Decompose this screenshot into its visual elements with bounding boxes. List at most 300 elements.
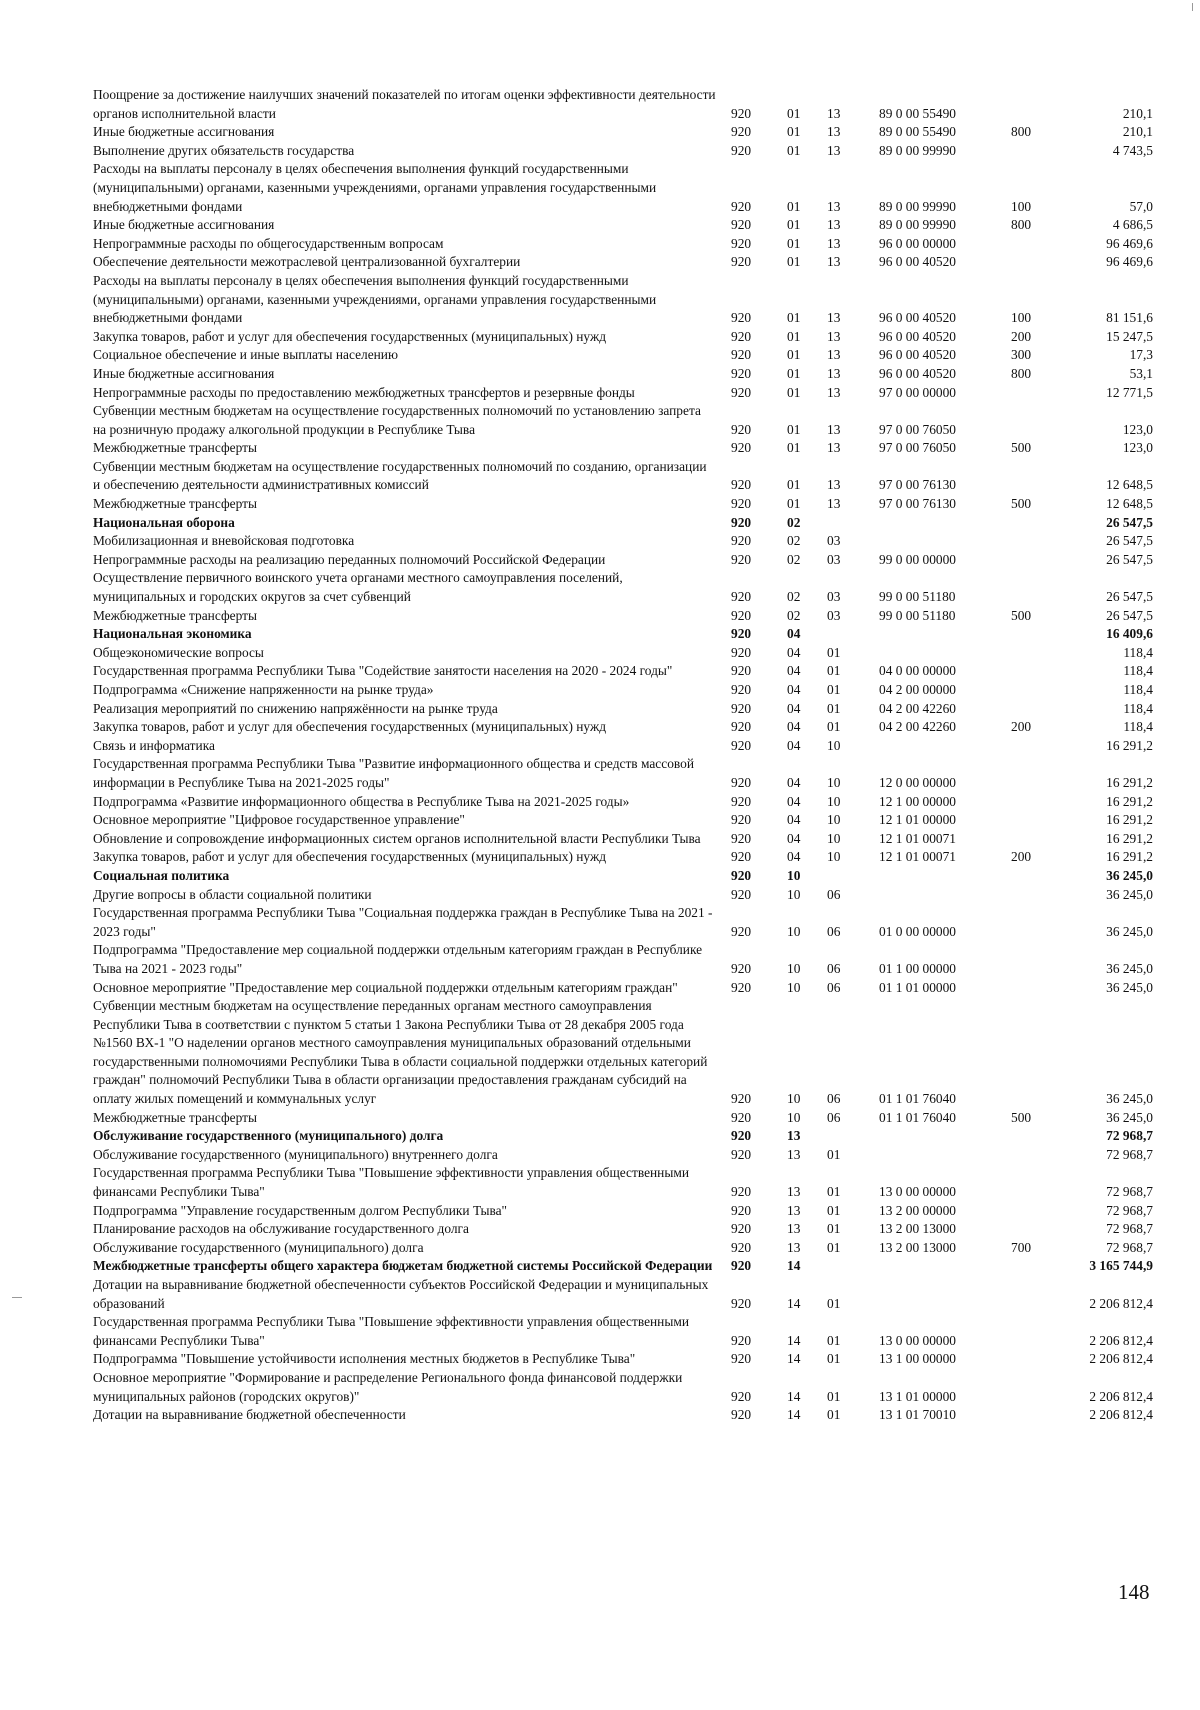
- subsection-code: 06: [827, 979, 841, 995]
- item-name: Подпрограмма "Повышение устойчивости исполнения местных бюджетов в Республике Тыва": [93, 1351, 636, 1367]
- ministry-code: 920: [731, 477, 752, 493]
- amount: 72 968,7: [1106, 1239, 1153, 1255]
- amount: 3 165 744,9: [1089, 1258, 1153, 1274]
- ministry-code: 920: [731, 124, 752, 140]
- ministry-code: 920: [731, 1295, 752, 1311]
- expense-type-code: [999, 997, 1057, 1109]
- target-item-code: 01 1 00 00000: [879, 960, 956, 976]
- expense-type-code: 100: [1011, 198, 1032, 214]
- subsection-code: 01: [827, 700, 841, 716]
- ministry-code: 920: [731, 1109, 752, 1125]
- expense-type-code: [999, 941, 1057, 978]
- section-code: 14: [787, 1258, 801, 1274]
- expense-type-code: 500: [1011, 496, 1032, 512]
- subsection-code: 13: [827, 477, 841, 493]
- item-name: Закупка товаров, работ и услуг для обеспечения государственных (муниципальных) нужд: [93, 328, 607, 344]
- item-name: Обновление и сопровождение информационных систем органов исполнительной власти Республики Тыва: [93, 830, 701, 846]
- item-name: Субвенции местным бюджетам на осуществление государственных полномочий по созданию, организации и обеспечению деятельности административных комиссий: [93, 458, 707, 493]
- item-name: Подпрограмма «Снижение напряженности на рынке труда»: [93, 682, 434, 697]
- expense-type-code: [999, 979, 1057, 998]
- subsection-code: 01: [827, 1239, 841, 1255]
- target-item-code: 13 0 00 00000: [879, 1184, 956, 1200]
- subsection-code: 13: [827, 217, 841, 233]
- ministry-code: 920: [731, 1184, 752, 1200]
- amount: 118,4: [1123, 644, 1153, 660]
- target-item-code: [875, 514, 999, 533]
- subsection-code: 10: [827, 737, 841, 753]
- subsection-code: 01: [827, 1221, 841, 1237]
- ministry-code: 920: [731, 1128, 752, 1144]
- item-name: Национальная оборона: [93, 514, 235, 530]
- subsection-code: 13: [827, 421, 841, 437]
- ministry-code: 920: [731, 682, 752, 697]
- ministry-code: 920: [731, 254, 752, 270]
- table-row: [93, 495, 1155, 514]
- table-row: [93, 439, 1155, 458]
- target-item-code: [875, 625, 999, 644]
- expense-type-code: [999, 532, 1057, 551]
- table-row: [93, 607, 1155, 626]
- expense-type-code: 200: [1011, 849, 1032, 865]
- target-item-code: [875, 867, 999, 886]
- item-name: Реализация мероприятий по снижению напряжённости на рынке труда: [93, 700, 498, 716]
- ministry-code: 920: [731, 700, 752, 716]
- amount: 12 771,5: [1106, 384, 1153, 400]
- table-row: [93, 848, 1155, 867]
- table-row: [93, 1109, 1155, 1128]
- scan-mark: [12, 1297, 22, 1298]
- amount: 16 409,6: [1106, 626, 1153, 642]
- item-name: Государственная программа Республики Тыва "Развитие информационного общества и средств массовой информации в Республике Тыва на 2021-2025 годы": [93, 756, 694, 790]
- amount: 36 245,0: [1106, 979, 1153, 995]
- expense-type-code: [999, 384, 1057, 403]
- amount: 2 206 812,4: [1089, 1295, 1153, 1311]
- target-item-code: 01 1 01 76040: [879, 1091, 956, 1107]
- subsection-code: 01: [827, 1146, 841, 1162]
- target-item-code: 01 1 01 76040: [879, 1109, 956, 1125]
- section-code: 14: [787, 1332, 801, 1348]
- ministry-code: 920: [731, 849, 752, 865]
- table-row: [93, 365, 1155, 384]
- item-name: Непрограммные расходы по предоставлению межбюджетных трансфертов и резервные фонды: [93, 384, 635, 400]
- expense-type-code: 700: [1011, 1239, 1032, 1255]
- item-name: Непрограммные расходы на реализацию переданных полномочий Российской Федерации: [93, 551, 606, 567]
- ministry-code: 920: [731, 589, 752, 605]
- target-item-code: [875, 886, 999, 905]
- amount: 118,4: [1123, 700, 1153, 716]
- table-row: [93, 458, 1155, 495]
- target-item-code: [875, 737, 999, 756]
- amount: 4 743,5: [1112, 142, 1153, 158]
- section-code: 01: [787, 496, 801, 512]
- section-code: 13: [787, 1202, 801, 1218]
- target-item-code: 89 0 00 55490: [879, 124, 956, 140]
- item-name: Подпрограмма "Предоставление мер социальной поддержки отдельным категориям граждан в Республике Тыва на 2021 - 2023 годы": [93, 942, 703, 976]
- target-item-code: 97 0 00 76130: [879, 496, 956, 512]
- table-row: [93, 328, 1155, 347]
- table-row: [93, 979, 1155, 998]
- expense-type-code: [999, 1350, 1057, 1369]
- subsection-code: 03: [827, 551, 841, 567]
- subsection-code: [815, 1257, 875, 1276]
- expense-type-code: [999, 253, 1057, 272]
- amount: 36 245,0: [1106, 867, 1153, 883]
- section-code: 01: [787, 421, 801, 437]
- section-code: 01: [787, 198, 801, 214]
- amount: 96 469,6: [1106, 254, 1153, 270]
- table-row: [93, 1202, 1155, 1221]
- ministry-code: 920: [731, 1332, 752, 1348]
- section-code: 13: [787, 1128, 801, 1144]
- ministry-code: 920: [731, 663, 752, 679]
- table-row: [93, 569, 1155, 606]
- item-name: Общеэкономические вопросы: [93, 644, 264, 660]
- expense-type-code: [999, 700, 1057, 719]
- table-row: [93, 402, 1155, 439]
- section-code: 01: [787, 328, 801, 344]
- ministry-code: 920: [731, 1388, 752, 1404]
- section-code: 01: [787, 310, 801, 326]
- table-row: [93, 346, 1155, 365]
- subsection-code: 13: [827, 310, 841, 326]
- ministry-code: 920: [731, 923, 752, 939]
- subsection-code: 01: [827, 1295, 841, 1311]
- ministry-code: 920: [731, 867, 752, 883]
- subsection-code: 13: [827, 254, 841, 270]
- item-name: Социальная политика: [93, 867, 230, 883]
- amount: 72 968,7: [1106, 1184, 1153, 1200]
- ministry-code: 920: [731, 142, 752, 158]
- target-item-code: 13 1 00 00000: [879, 1351, 956, 1367]
- ministry-code: 920: [731, 644, 752, 660]
- item-name: Планирование расходов на обслуживание государственного долга: [93, 1221, 469, 1237]
- target-item-code: 04 2 00 00000: [879, 682, 956, 697]
- item-name: Государственная программа Республики Тыва "Содействие занятости населения на 2020 - 2024 годы": [93, 663, 673, 679]
- subsection-code: 01: [827, 1332, 841, 1348]
- ministry-code: 920: [731, 886, 752, 902]
- amount: 36 245,0: [1106, 1109, 1153, 1125]
- target-item-code: 01 0 00 00000: [879, 923, 956, 939]
- target-item-code: 12 1 00 00000: [879, 793, 956, 809]
- subsection-code: 13: [827, 384, 841, 400]
- amount: 16 291,2: [1106, 774, 1153, 790]
- ministry-code: 920: [731, 328, 752, 344]
- target-item-code: 12 1 01 00071: [879, 830, 956, 846]
- amount: 123,0: [1122, 440, 1153, 456]
- amount: 26 547,5: [1106, 514, 1153, 530]
- subsection-code: 13: [827, 124, 841, 140]
- section-code: 14: [787, 1351, 801, 1367]
- table-row: [93, 830, 1155, 849]
- target-item-code: 89 0 00 55490: [879, 105, 956, 121]
- section-code: 04: [787, 700, 801, 716]
- item-name: Поощрение за достижение наилучших значений показателей по итогам оценки эффективности деятельности органов исполнительной власти: [93, 87, 716, 121]
- table-row: [93, 1350, 1155, 1369]
- section-code: 01: [787, 365, 801, 381]
- amount: 81 151,6: [1106, 310, 1153, 326]
- section-code: 10: [787, 867, 801, 883]
- subsection-code: 06: [827, 1109, 841, 1125]
- budget-table: [93, 86, 1155, 1425]
- item-name: Иные бюджетные ассигнования: [93, 365, 275, 381]
- section-code: 02: [787, 607, 801, 623]
- item-name: Основное мероприятие "Формирование и распределение Регионального фонда финансовой поддержки муниципальных районов (городских округов)": [93, 1369, 683, 1404]
- item-name: Обеспечение деятельности межотраслевой централизованной бухгалтерии: [93, 254, 521, 270]
- amount: 72 968,7: [1106, 1146, 1153, 1162]
- item-name: Межбюджетные трансферты: [93, 1109, 257, 1125]
- ministry-code: 920: [731, 1407, 752, 1423]
- ministry-code: 920: [731, 960, 752, 976]
- expense-type-code: [999, 886, 1057, 905]
- target-item-code: 89 0 00 99990: [879, 217, 956, 233]
- subsection-code: 01: [827, 1351, 841, 1367]
- target-item-code: 96 0 00 40520: [879, 365, 956, 381]
- ministry-code: 920: [731, 626, 752, 642]
- item-name: Межбюджетные трансферты: [93, 607, 257, 623]
- table-row: [93, 1276, 1155, 1313]
- ministry-code: 920: [731, 421, 752, 437]
- item-name: Межбюджетные трансферты общего характера бюджетам бюджетной системы Российской Федерации: [93, 1258, 713, 1274]
- target-item-code: 96 0 00 40520: [879, 254, 956, 270]
- subsection-code: [815, 867, 875, 886]
- section-code: 10: [787, 1109, 801, 1125]
- expense-type-code: [999, 1220, 1057, 1239]
- section-code: 13: [787, 1239, 801, 1255]
- section-code: 04: [787, 682, 801, 697]
- target-item-code: [875, 532, 999, 551]
- amount: 36 245,0: [1106, 923, 1153, 939]
- target-item-code: [875, 1276, 999, 1313]
- amount: 26 547,5: [1106, 589, 1153, 605]
- subsection-code: 10: [827, 793, 841, 809]
- section-code: 14: [787, 1407, 801, 1423]
- amount: 2 206 812,4: [1089, 1407, 1153, 1423]
- table-row: [93, 1257, 1155, 1276]
- item-name: Расходы на выплаты персоналу в целях обеспечения выполнения функций государственными (муниципальными) органами, казенными учреждениями, органами управления государственными внебюджетными фондами: [93, 161, 657, 214]
- subsection-code: 13: [827, 235, 841, 251]
- section-code: 04: [787, 793, 801, 809]
- table-row: [93, 1127, 1155, 1146]
- table-row: [93, 253, 1155, 272]
- item-name: Связь и информатика: [93, 737, 215, 753]
- subsection-code: 01: [827, 644, 841, 660]
- amount: 210,1: [1122, 124, 1153, 140]
- amount: 123,0: [1122, 421, 1153, 437]
- section-code: 13: [787, 1184, 801, 1200]
- subsection-code: [815, 514, 875, 533]
- amount: 57,0: [1129, 198, 1153, 214]
- item-name: Подпрограмма «Развитие информационного общества в Республике Тыва на 2021-2025 годы»: [93, 793, 630, 809]
- expense-type-code: 200: [1011, 719, 1032, 735]
- item-name: Закупка товаров, работ и услуг для обеспечения государственных (муниципальных) нужд: [93, 719, 607, 735]
- subsection-code: 01: [827, 719, 841, 735]
- subsection-code: 13: [827, 105, 841, 121]
- target-item-code: 13 0 00 00000: [879, 1332, 956, 1348]
- expense-type-code: 500: [1011, 440, 1032, 456]
- subsection-code: 13: [827, 440, 841, 456]
- amount: 2 206 812,4: [1089, 1388, 1153, 1404]
- target-item-code: 04 2 00 42260: [879, 700, 956, 716]
- item-name: Субвенции местным бюджетам на осуществление государственных полномочий по установлению запрета на розничную продажу алкогольной продукции в Республике Тыва: [93, 403, 701, 437]
- target-item-code: 97 0 00 76050: [879, 421, 956, 437]
- table-row: [93, 1406, 1155, 1425]
- item-name: Обслуживание государственного (муниципального) внутреннего долга: [93, 1146, 498, 1162]
- ministry-code: 920: [731, 384, 752, 400]
- target-item-code: [875, 644, 999, 663]
- ministry-code: 920: [731, 1239, 752, 1255]
- item-name: Расходы на выплаты персоналу в целях обеспечения выполнения функций государственными (муниципальными) органами, казенными учреждениями, органами управления государственными внебюджетными фондами: [93, 272, 657, 326]
- target-item-code: 96 0 00 40520: [879, 310, 956, 326]
- ministry-code: 920: [731, 310, 752, 326]
- section-code: 01: [787, 235, 801, 251]
- expense-type-code: [999, 681, 1057, 700]
- table-row: [93, 700, 1155, 719]
- subsection-code: 03: [827, 607, 841, 623]
- ministry-code: 920: [731, 1091, 752, 1107]
- section-code: 10: [787, 979, 801, 995]
- section-code: 04: [787, 737, 801, 753]
- table-row: [93, 384, 1155, 403]
- table-row: [93, 793, 1155, 812]
- table-row: [93, 811, 1155, 830]
- subsection-code: 01: [827, 1407, 841, 1423]
- item-name: Основное мероприятие "Предоставление мер социальной поддержки отдельным категориям граждан": [93, 979, 678, 995]
- amount: 2 206 812,4: [1089, 1351, 1153, 1367]
- section-code: 01: [787, 440, 801, 456]
- expense-type-code: [999, 235, 1057, 254]
- target-item-code: 96 0 00 00000: [879, 235, 956, 251]
- table-row: [93, 904, 1155, 941]
- expense-type-code: [999, 904, 1057, 941]
- target-item-code: 96 0 00 40520: [879, 328, 956, 344]
- table-body: [93, 86, 1155, 1425]
- target-item-code: 12 0 00 00000: [879, 774, 956, 790]
- expense-type-code: [999, 1276, 1057, 1313]
- item-name: Межбюджетные трансферты: [93, 496, 257, 512]
- amount: 2 206 812,4: [1089, 1332, 1153, 1348]
- table-row: [93, 235, 1155, 254]
- target-item-code: [875, 1127, 999, 1146]
- section-code: 04: [787, 626, 801, 642]
- section-code: 04: [787, 774, 801, 790]
- target-item-code: 13 2 00 13000: [879, 1221, 956, 1237]
- item-name: Субвенции местным бюджетам на осуществление переданных органам местного самоуправления Республики Тыва в соответствии с пунктом 5 статьи 1 Закона Республики Тыва от 28 декабря 2005 года №1560 ВХ-1 "О наделении органов местного самоуправления муниципальных образований отдельными государственными полномочиями Республики Тыва в области социальной поддержки отдельных категорий граждан" полномочий Республики Тыва в области организации предоставления гражданам субсидий на оплату жилых помещений и коммунальных услуг: [93, 998, 708, 1107]
- expense-type-code: [999, 86, 1057, 123]
- amount: 16 291,2: [1106, 849, 1153, 865]
- table-row: [93, 123, 1155, 142]
- expense-type-code: [999, 1369, 1057, 1406]
- item-name: Государственная программа Республики Тыва "Повышение эффективности управления общественными финансами Республики Тыва": [93, 1314, 689, 1348]
- ministry-code: 920: [731, 105, 752, 121]
- section-code: 04: [787, 830, 801, 846]
- table-row: [93, 514, 1155, 533]
- ministry-code: 920: [731, 774, 752, 790]
- subsection-code: 01: [827, 663, 841, 679]
- item-name: Иные бюджетные ассигнования: [93, 217, 275, 233]
- expense-type-code: [999, 737, 1057, 756]
- amount: 36 245,0: [1106, 886, 1153, 902]
- ministry-code: 920: [731, 1146, 752, 1162]
- table-row: [93, 737, 1155, 756]
- amount: 16 291,2: [1106, 737, 1153, 753]
- item-name: Другие вопросы в области социальной политики: [93, 886, 372, 902]
- subsection-code: 06: [827, 886, 841, 902]
- subsection-code: 13: [827, 347, 841, 363]
- amount: 118,4: [1123, 663, 1153, 679]
- subsection-code: 10: [827, 812, 841, 828]
- section-code: 10: [787, 923, 801, 939]
- amount: 210,1: [1122, 105, 1153, 121]
- table-row: [93, 216, 1155, 235]
- subsection-code: 13: [827, 496, 841, 512]
- expense-type-code: [999, 867, 1057, 886]
- ministry-code: 920: [731, 551, 752, 567]
- ministry-code: 920: [731, 347, 752, 363]
- expense-type-code: 200: [1011, 328, 1032, 344]
- amount: 118,4: [1123, 682, 1153, 697]
- subsection-code: 10: [827, 774, 841, 790]
- amount: 16 291,2: [1106, 793, 1153, 809]
- table-row: [93, 1146, 1155, 1165]
- amount: 4 686,5: [1112, 217, 1153, 233]
- section-code: 14: [787, 1295, 801, 1311]
- ministry-code: 920: [731, 1258, 752, 1274]
- section-code: 04: [787, 663, 801, 679]
- expense-type-code: [999, 569, 1057, 606]
- ministry-code: 920: [731, 533, 752, 549]
- item-name: Межбюджетные трансферты: [93, 440, 257, 456]
- target-item-code: 99 0 00 51180: [879, 607, 956, 623]
- item-name: Основное мероприятие "Цифровое государственное управление": [93, 812, 465, 828]
- expense-type-code: [999, 551, 1057, 570]
- section-code: 10: [787, 886, 801, 902]
- table-row: [93, 1369, 1155, 1406]
- subsection-code: 01: [827, 682, 841, 697]
- table-row: [93, 1239, 1155, 1258]
- section-code: 01: [787, 217, 801, 233]
- ministry-code: 920: [731, 1202, 752, 1218]
- section-code: 01: [787, 384, 801, 400]
- table-row: [93, 718, 1155, 737]
- item-name: Государственная программа Республики Тыва "Повышение эффективности управления общественными финансами Республики Тыва": [93, 1165, 689, 1200]
- expense-type-code: [999, 1406, 1057, 1425]
- amount: 16 291,2: [1106, 830, 1153, 846]
- section-code: 13: [787, 1221, 801, 1237]
- target-item-code: 04 0 00 00000: [879, 663, 956, 679]
- ministry-code: 920: [731, 514, 752, 530]
- subsection-code: 01: [827, 1184, 841, 1200]
- section-code: 01: [787, 347, 801, 363]
- ministry-code: 920: [731, 737, 752, 753]
- section-code: 04: [787, 849, 801, 865]
- target-item-code: 99 0 00 51180: [879, 589, 956, 605]
- amount: 15 247,5: [1106, 328, 1153, 344]
- item-name: Подпрограмма "Управление государственным долгом Республики Тыва": [93, 1202, 508, 1218]
- expense-type-code: [999, 514, 1057, 533]
- item-name: Иные бюджетные ассигнования: [93, 124, 275, 140]
- item-name: Дотации на выравнивание бюджетной обеспеченности субъектов Российской Федерации и муниципальных образований: [93, 1277, 709, 1311]
- table-row: [93, 532, 1155, 551]
- section-code: 04: [787, 644, 801, 660]
- subsection-code: 06: [827, 960, 841, 976]
- item-name: Мобилизационная и вневойсковая подготовка: [93, 533, 355, 549]
- page-number: 148: [1118, 1580, 1150, 1604]
- expense-type-code: 800: [1011, 217, 1032, 233]
- expense-type-code: [999, 755, 1057, 792]
- table-row: [93, 1313, 1155, 1350]
- target-item-code: 89 0 00 99990: [879, 142, 956, 158]
- table-row: [93, 272, 1155, 328]
